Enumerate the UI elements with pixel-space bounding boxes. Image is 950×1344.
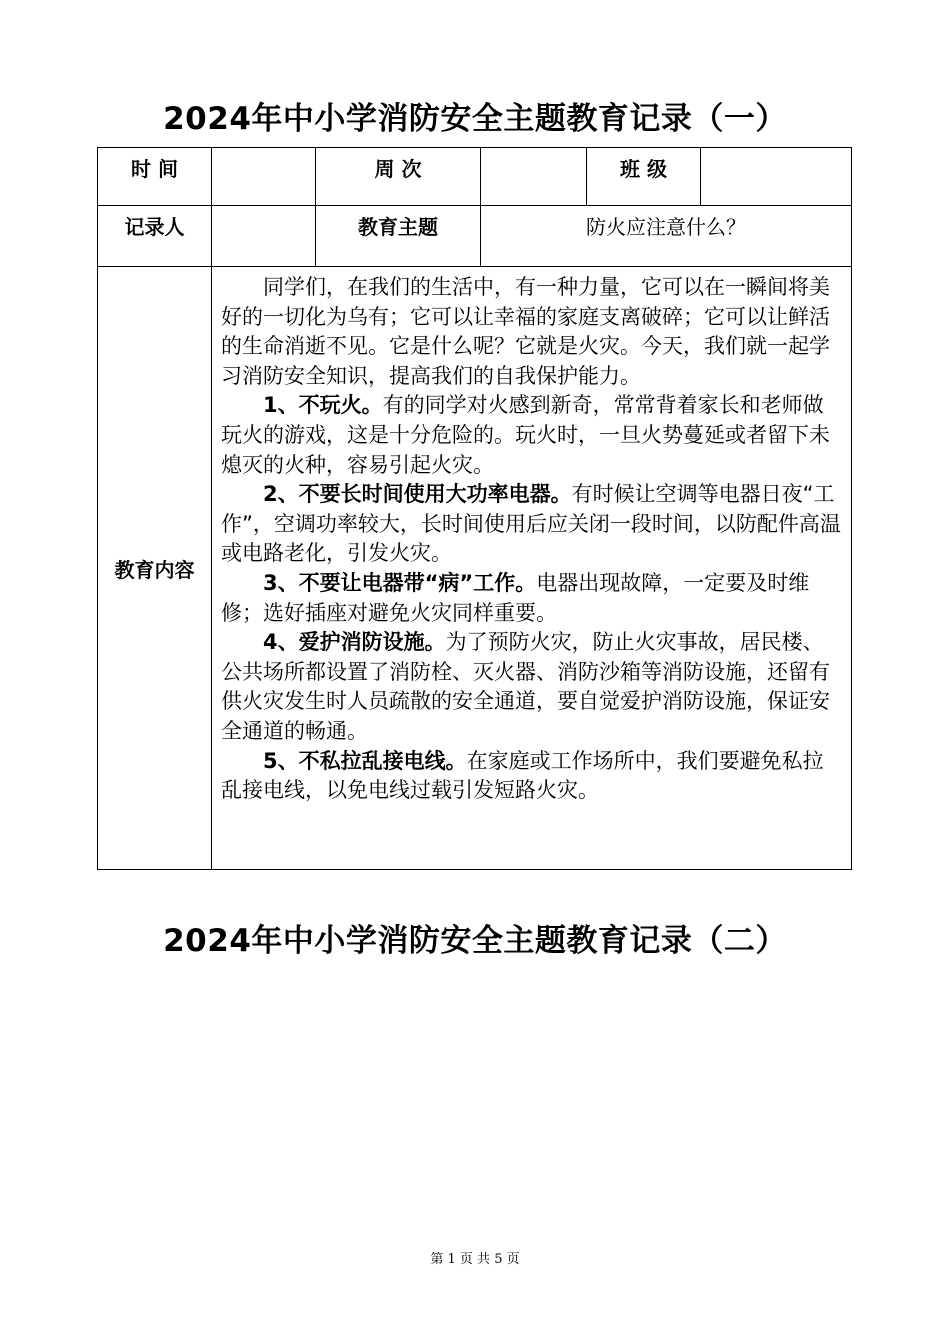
- recorder-value: [212, 206, 316, 267]
- time-label: 时 间: [98, 148, 212, 206]
- week-value: [481, 148, 587, 206]
- class-value: [701, 148, 852, 206]
- point-4: [221, 628, 843, 746]
- class-label: 班 级: [587, 148, 701, 206]
- topic-label: 教育主题: [316, 206, 481, 267]
- content-label: 教育内容: [98, 267, 212, 870]
- point-5-text: 在家庭或工作场所中，我们要避免私拉乱接电线，以免电线过载引发短路火灾。: [221, 748, 824, 803]
- point-2: [221, 480, 843, 569]
- point-4-text: 为了预防火灾，防止火灾事故，居民楼、公共场所都设置了消防栓、灭火器、消防沙箱等消防设施，还留有供火灾发生时人员疏散的安全通道，要自觉爱护消防设施，保证安全通道的畅通。: [221, 630, 830, 743]
- time-value: [212, 148, 316, 206]
- point-2-heading: 2、不要长时间使用大功率电器。: [263, 482, 572, 507]
- content-body: [212, 267, 852, 870]
- point-1-text: 有的同学对火感到新奇，常常背着家长和老师做玩火的游戏，这是十分危险的。玩火时，一旦火势蔓延或者留下未熄灭的火种，容易引起火灾。: [221, 393, 830, 477]
- point-4-heading: 4、爱护消防设施。: [263, 630, 446, 655]
- intro-paragraph: 同学们，在我们的生活中，有一种力量，它可以在一瞬间将美好的一切化为乌有；它可以让幸福的家庭支离破碎；它可以让鲜活的生命消逝不见。它是什么呢？它就是火灾。今天，我们就一起学习消防安全知识，提高我们的自我保护能力。: [221, 275, 830, 388]
- point-5-heading: 5、不私拉乱接电线。: [263, 748, 467, 773]
- topic-value: 防火应注意什么？: [481, 206, 852, 267]
- point-3-text: 电器出现故障，一定要及时维修；选好插座对避免火灾同样重要。: [221, 570, 810, 625]
- page-footer: 第 1 页 共 5 页: [430, 1252, 520, 1267]
- point-5: [221, 747, 843, 806]
- recorder-label: 记录人: [98, 206, 212, 267]
- record-title-2: 2024年中小学消防安全主题教育记录（二）: [163, 923, 787, 959]
- record-table: [97, 147, 852, 870]
- record-title-1: 2024年中小学消防安全主题教育记录（一）: [163, 101, 787, 137]
- point-1: [221, 391, 843, 480]
- point-1-heading: 1、不玩火。: [263, 393, 383, 418]
- point-3-heading: 3、不要让电器带“病”工作。: [263, 570, 537, 595]
- point-2-text: 有时候让空调等电器日夜“工作”，空调功率较大，长时间使用后应关闭一段时间，以防配件高温或电路老化，引发火灾。: [221, 482, 841, 566]
- week-label: 周 次: [316, 148, 481, 206]
- point-3: [221, 569, 843, 628]
